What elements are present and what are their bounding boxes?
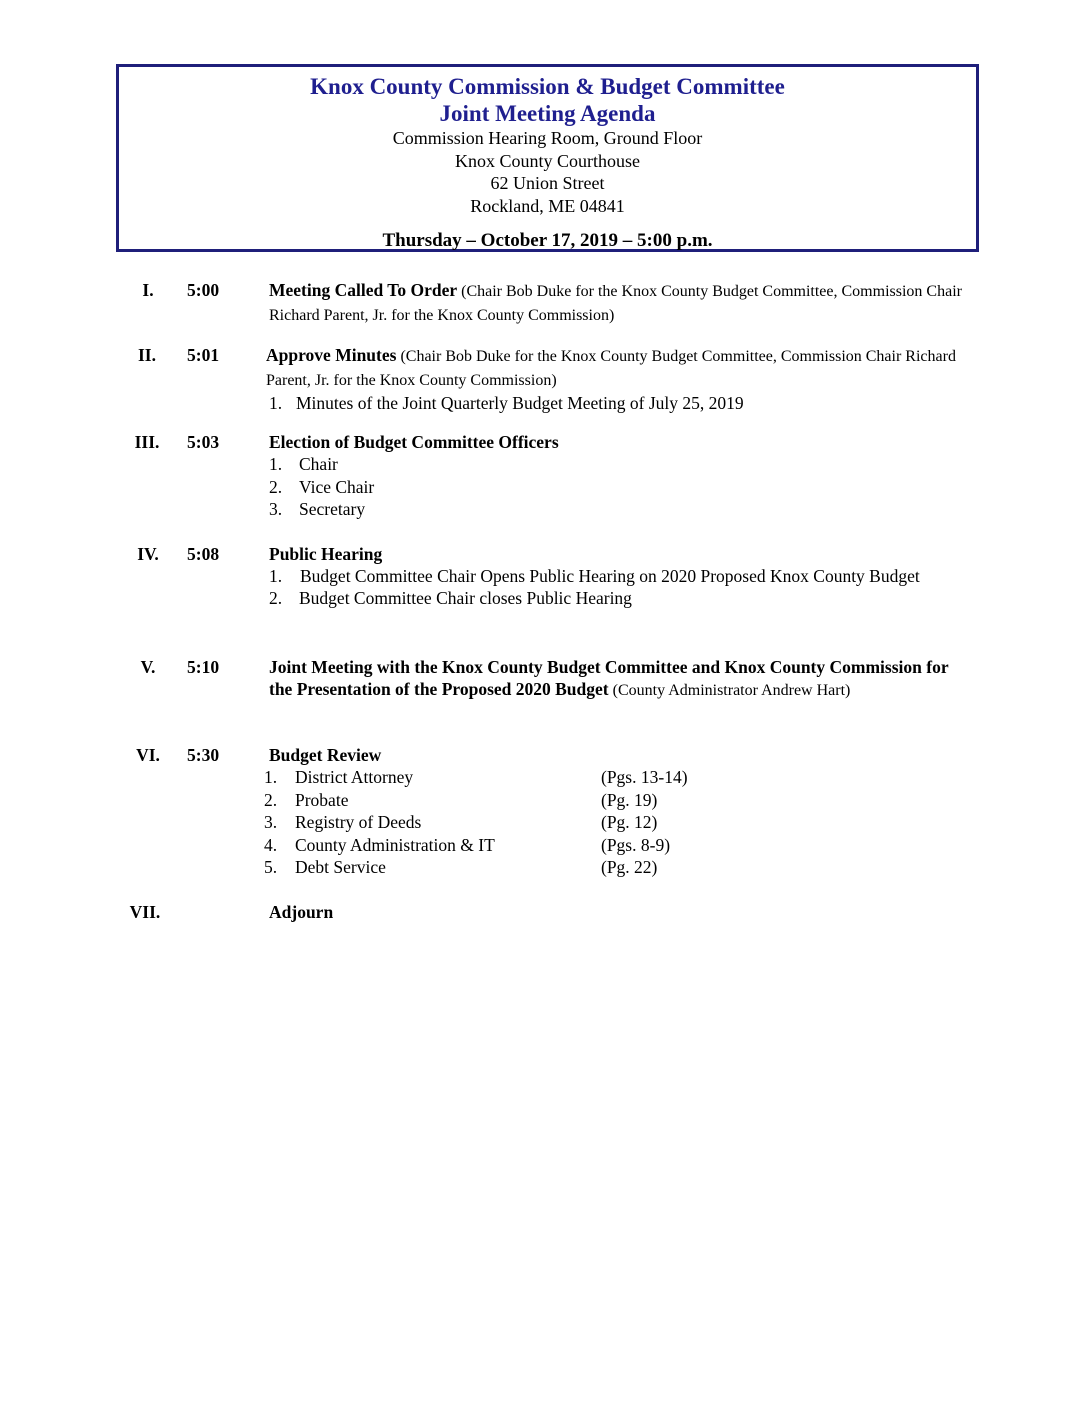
meeting-date: Thursday – October 17, 2019 – 5:00 p.m. [382,230,713,251]
item-title: Public Hearing [269,544,383,564]
item-numeral: II. [138,345,156,365]
agenda-subtitle: Joint Meeting Agenda [439,101,656,126]
list-item: 2. Probate (Pg. 19) [264,789,658,810]
item-numeral: IV. [137,544,159,564]
item-time: 5:08 [187,544,220,564]
list-item: 2. Budget Committee Chair closes Public Hearing [269,588,632,608]
list-item: 3. Secretary [269,499,366,519]
item-numeral: V. [140,657,156,677]
list-item: 1. District Attorney (Pgs. 13-14) [264,767,688,787]
list-item: 1. Chair [269,454,338,474]
location-room: Commission Hearing Room, Ground Floor [392,128,703,148]
page-reference: (Pg. 19) [601,789,658,810]
item-numeral: III. [134,432,160,452]
item-time: 5:10 [187,657,220,677]
page-reference: (Pgs. 8-9) [601,834,671,855]
item-title: Meeting Called To Order [269,280,458,300]
item-numeral: I. [142,280,154,300]
item-numeral: VI. [136,745,160,765]
item-title: Election of Budget Committee Officers [269,432,559,452]
agenda-title: Knox County Commission & Budget Committee [310,74,785,99]
list-item: 1. Budget Committee Chair Opens Public Hearing on 2020 Proposed Knox County Budget [269,566,920,586]
item-title: Adjourn [269,902,334,922]
item-time: 5:03 [187,432,220,452]
list-item: 3. Registry of Deeds (Pg. 12) [264,812,658,832]
list-item: 5. Debt Service (Pg. 22) [264,857,658,877]
item-note: (County Administrator Andrew Hart) [608,682,851,699]
item-time: 5:00 [187,280,220,300]
location-building: Knox County Courthouse [454,150,640,171]
item-title: Joint Meeting with the Knox County Budget Committee and Knox County Commission for the Presentation of the Proposed 2020 Budget [269,657,949,699]
location-city: Rockland, ME 04841 [470,195,625,216]
item-numeral: VII. [129,902,161,922]
page-reference: (Pg. 12) [601,812,658,832]
list-item: 2. Vice Chair [269,476,375,497]
list-item: 1. Minutes of the Joint Quarterly Budget Meeting of July 25, 2019 [269,393,744,413]
item-time: 5:01 [187,345,220,365]
item-title: Budget Review [269,745,382,765]
page-reference: (Pg. 22) [601,857,658,877]
location-street: 62 Union Street [490,173,605,193]
page-reference: (Pgs. 13-14) [601,767,688,787]
item-note: (Chair Bob Duke for the Knox County Budget Committee, Commission Chair Richard Parent, Jr. for the Knox County Commission) [266,348,956,389]
agenda-header-box [116,64,979,252]
list-item: 4. County Administration & IT (Pgs. 8-9) [264,834,671,855]
item-note: (Chair Bob Duke for the Knox County Budget Committee, Commission Chair Richard Parent, Jr. for the Knox County Commission) [269,283,962,324]
item-time: 5:30 [187,745,220,765]
item-title: Approve Minutes [266,345,397,365]
